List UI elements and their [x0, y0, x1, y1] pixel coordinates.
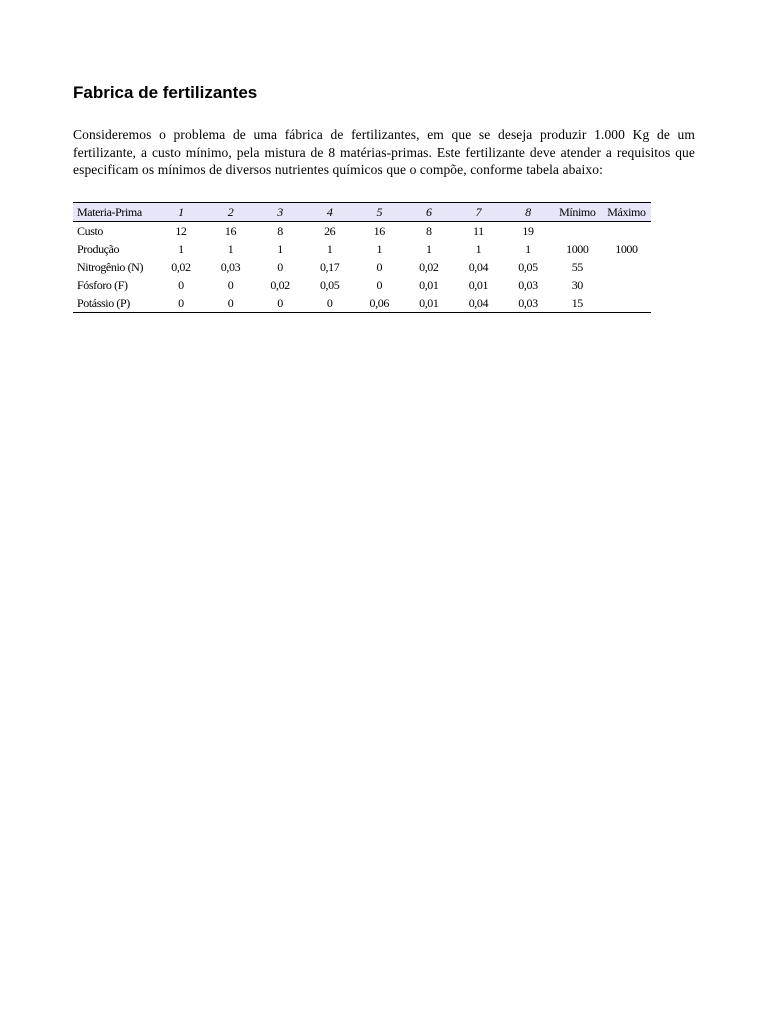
table-cell: 8	[277, 223, 283, 238]
table-cell: 0,01	[468, 277, 489, 292]
table-cell	[602, 258, 651, 276]
table-cell: 26	[324, 223, 336, 238]
table-cell	[553, 222, 602, 241]
table-cell: 30	[571, 277, 583, 292]
table-cell: 0,01	[419, 277, 439, 292]
table-cell: 1	[525, 241, 531, 256]
table-cell: 0	[326, 295, 333, 310]
header-cell-6: 6	[426, 204, 432, 219]
header-cell-2: 2	[227, 204, 234, 219]
header-cell-materia-prima: Materia-Prima	[77, 204, 142, 219]
table-cell: 0,17	[319, 259, 340, 274]
table-cell: 0,02	[419, 259, 439, 274]
table-cell: 1	[426, 241, 432, 256]
table-cell: 1000	[566, 241, 589, 256]
table-cell: 1000	[615, 241, 638, 256]
table-cell: 0,04	[468, 295, 489, 310]
table-cell: 0,03	[220, 259, 241, 274]
intro-paragraph: Consideremos o problema de uma fábrica de fertilizantes, em que se deseja produzir 1.000 Kg de um fertilizante, a custo mínimo, pela mistura de 8 matérias-primas. Este fertilizante deve atender a requisitos que especificam os mínimos de diversos nutrientes químicos que o compõe, conforme tabela abaixo:	[73, 127, 695, 177]
header-cell-5: 5	[376, 204, 383, 219]
header-cell-4: 4	[326, 204, 333, 219]
table-row-potassio	[73, 294, 651, 313]
table-cell: 0	[277, 259, 283, 274]
table-cell: 0	[376, 277, 383, 292]
table-cell: 1	[227, 241, 234, 256]
table-cell: 55	[571, 259, 583, 274]
nutrient-requirements-table	[73, 202, 651, 313]
table-cell: 0,01	[419, 295, 439, 310]
table-cell: 0	[277, 295, 283, 310]
row-label: Potássio (P)	[77, 295, 130, 310]
table-cell: 16	[373, 223, 385, 238]
table-cell: 12	[175, 223, 187, 238]
table-cell: 0	[178, 277, 184, 292]
table-cell: 16	[224, 223, 237, 238]
table-cell: 0,06	[369, 295, 389, 310]
header-cell-7: 7	[475, 204, 482, 219]
row-label: Custo	[77, 223, 104, 238]
table-row-nitrogenio	[73, 258, 651, 276]
table-cell: 0,05	[518, 259, 538, 274]
table-row-fosforo	[73, 276, 651, 294]
header-cell-3: 3	[277, 204, 283, 219]
row-label: Fósforo (F)	[77, 277, 128, 292]
header-cell-minimo: Mínimo	[559, 204, 596, 219]
table-cell: 1	[326, 241, 333, 256]
table-cell: 0,03	[518, 295, 538, 310]
table-cell: 15	[571, 295, 583, 310]
header-cell-8: 8	[525, 204, 531, 219]
header-cell-1: 1	[178, 204, 184, 219]
table-cell: 0,04	[468, 259, 489, 274]
table-cell	[602, 294, 651, 313]
table-cell: 0,05	[319, 277, 340, 292]
header-cell-maximo: Máximo	[607, 204, 646, 219]
table-header-row	[73, 203, 651, 222]
table-cell: 8	[426, 223, 432, 238]
table-cell: 1	[277, 241, 283, 256]
table-cell: 0	[227, 277, 234, 292]
table-cell: 1	[475, 241, 482, 256]
table-cell: 0,02	[270, 277, 290, 292]
table-cell: 0,02	[171, 259, 191, 274]
table-row-custo	[73, 222, 651, 241]
table-cell: 11	[473, 223, 484, 238]
table-row-producao	[73, 240, 651, 258]
table-cell	[602, 276, 651, 294]
table-cell: 0	[376, 259, 383, 274]
table-cell: 0	[227, 295, 234, 310]
table-cell: 0	[178, 295, 184, 310]
row-label: Produção	[77, 241, 120, 256]
table-cell: 1	[376, 241, 383, 256]
table-cell	[602, 222, 651, 241]
document-title: Fabrica de fertilizantes	[73, 83, 258, 102]
table-cell: 1	[178, 241, 184, 256]
table-cell: 19	[522, 223, 534, 238]
table-cell: 0,03	[518, 277, 538, 292]
row-label: Nitrogênio (N)	[77, 259, 144, 274]
